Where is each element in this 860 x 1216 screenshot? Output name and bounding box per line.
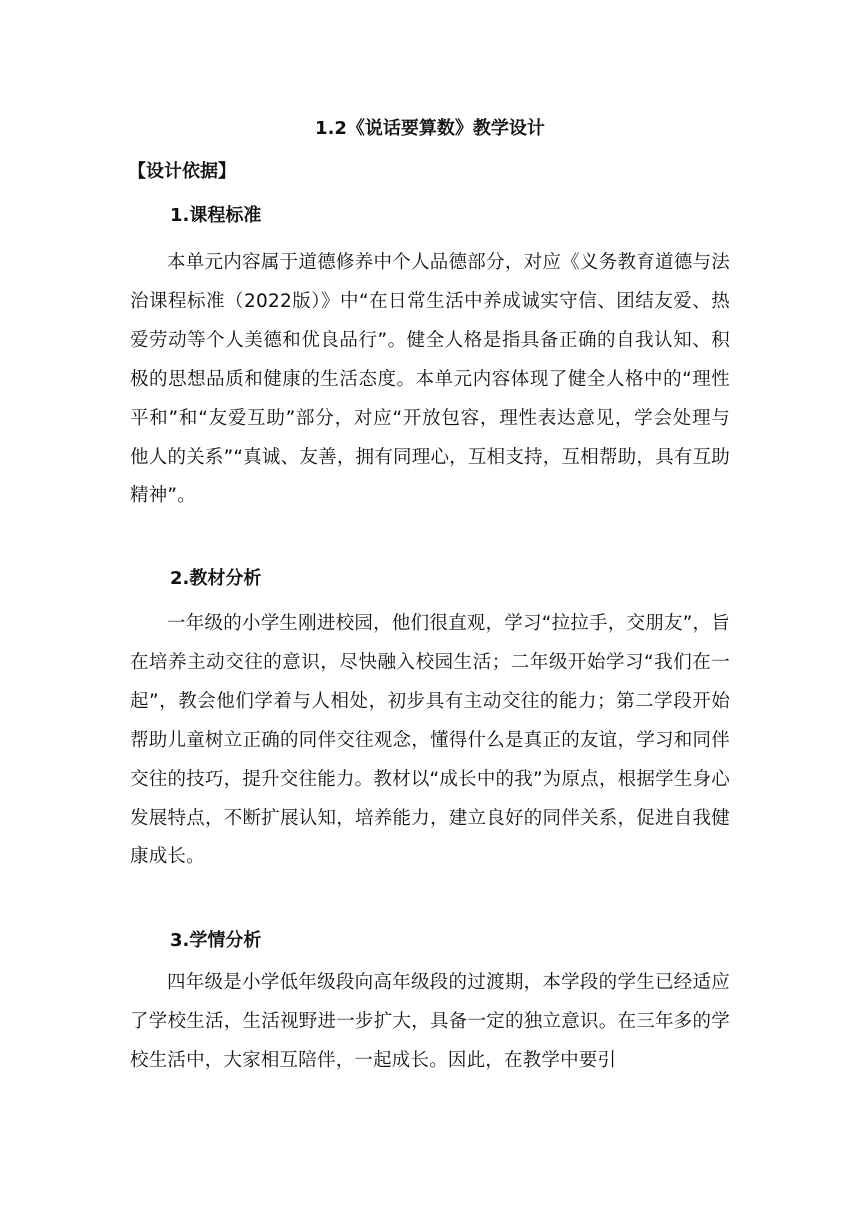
paragraph-textbook-analysis: 一年级的小学生刚进校园，他们很直观，学习“拉拉手，交朋友”，旨在培养主动交往的意识，尽快融入校园生活；二年级开始学习“我们在一起”，教会他们学着与人相处，初步具有主动交往的能力；第二学段开始帮助儿童树立正确的同伴交往观念，懂得什么是真正的友谊，学习和同伴交往的技巧，提升交往能力。教材以“成长中的我”为原点，根据学生身心发展特点，不断扩展认知，培养能力，建立良好的同伴关系，促进自我健康成长。 xyxy=(130,613,730,868)
section-heading-design-basis: 【设计依据】 xyxy=(128,161,236,182)
subsection-heading-curriculum-standard: 1.课程标准 xyxy=(170,205,262,226)
paragraph-curriculum-standard: 本单元内容属于道德修养中个人品德部分，对应《义务教育道德与法治课程标准（2022版）》中“在日常生活中养成诚实守信、团结友爱、热爱劳动等个人美德和优良品行”。健全人格是指具备正确的自我认知、积极的思想品质和健康的生活态度。本单元内容体现了健全人格中的“理性平和”和“友爱互助”部分，对应“开放包容，理性表达意见，学会处理与他人的关系”“真诚、友善，拥有同理心，互相支持，互相帮助，具有互助精神”。 xyxy=(130,252,730,507)
paragraph-student-analysis: 四年级是小学低年级段向高年级段的过渡期，本学段的学生已经适应了学校生活，生活视野进一步扩大，具备一定的独立意识。在三年多的学校生活中，大家相互陪伴，一起成长。因此，在教学中要引 xyxy=(130,972,730,1071)
subsection-heading-textbook-analysis: 2.教材分析 xyxy=(170,568,262,589)
subsection-heading-student-analysis: 3.学情分析 xyxy=(170,930,262,951)
document-title: 1.2《说话要算数》教学设计 xyxy=(315,118,545,139)
